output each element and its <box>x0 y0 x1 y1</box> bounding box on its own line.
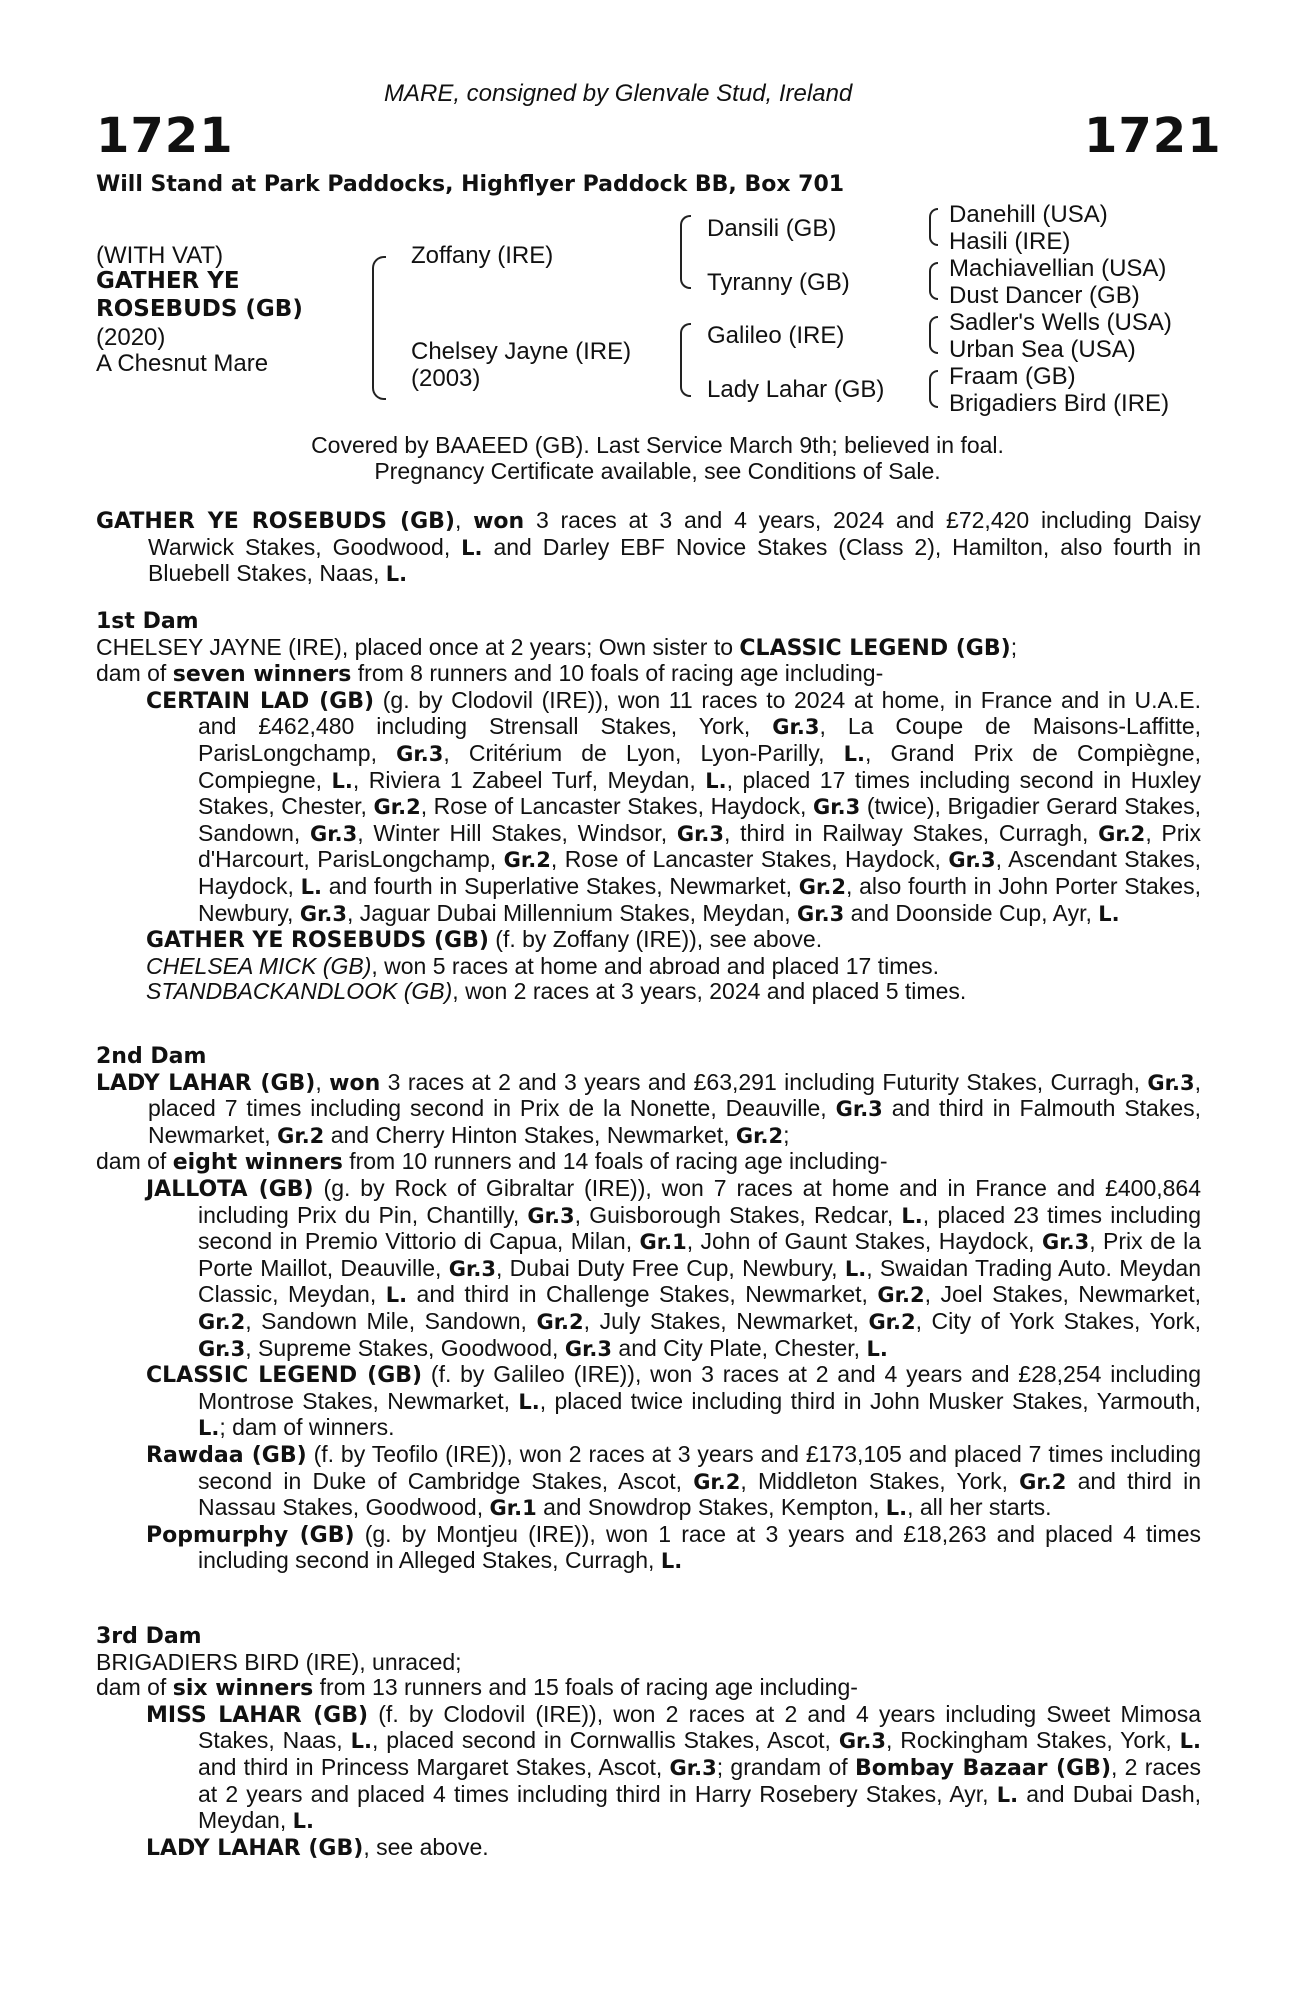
stand-location: Will Stand at Park Paddocks, Highflyer Paddock BB, Box 701 <box>96 172 845 197</box>
produce-rawdaa: Rawdaa (GB) (f. by Teofilo (IRE)), won 2 races at 3 years and £173,105 and placed 7 times including second in Duke of Cambridge Stakes, Ascot, Gr.2, Middleton Stakes, York, Gr.2 and third in Nassau Stakes, Goodwood, Gr.1 and Snowdrop Stakes, Kempton, L., all her starts. <box>146 1440 1201 1521</box>
pedigree-brace-g2 <box>929 262 938 300</box>
pedigree-gg5: Sadler's Wells (USA) <box>949 309 1172 336</box>
produce-standbackandlook: STANDBACKANDLOOK (GB), won 2 races at 3 years, 2024 and placed 5 times. <box>146 978 967 1005</box>
pedigree-sire-sire: Dansili (GB) <box>707 215 837 242</box>
lot-number-left: 1721 <box>96 108 234 164</box>
horse-name-line2: ROSEBUDS (GB) <box>96 296 303 322</box>
produce-chelsea-mick: CHELSEA MICK (GB), won 5 races at home and abroad and placed 17 times. <box>146 952 940 979</box>
pedigree-gg6: Urban Sea (USA) <box>949 336 1136 363</box>
pedigree-gg2: Hasili (IRE) <box>949 228 1071 255</box>
second-dam-heading: 2nd Dam <box>96 1044 207 1069</box>
pedigree-brace-sire <box>680 215 691 289</box>
pedigree-brace-g4 <box>929 370 938 408</box>
pedigree-gg3: Machiavellian (USA) <box>949 255 1167 282</box>
pedigree-dam-dam: Lady Lahar (GB) <box>707 376 885 403</box>
third-dam-section: 3rd Dam BRIGADIERS BIRD (IRE), unraced; dam of six winners from 13 runners and 15 foals of racing age including- MISS LAHAR (GB) (f. by Clodovil (IRE)), won 2 races at 2 and 4 years including Sweet Mimosa Stakes, Naas, L., placed second in Cornwallis Stakes, Ascot, Gr.3, Rockingham Stakes, York, L. and third in Princess Margaret Stakes, Ascot, Gr.3; grandam of Bombay Bazaar (GB), 2 races at 2 years and placed 4 times including third in Harry Rosebery Stakes, Ayr, L. and Dubai Dash, Meydan, L. LADY LAHAR (GB), see above. <box>96 1624 1202 1861</box>
pedigree-dam-year: (2003) <box>411 365 481 392</box>
produce-certain-lad: CERTAIN LAD (GB) (g. by Clodovil (IRE)), won 11 races to 2024 at home, in France and in U.A.E. and £462,480 including Strensall Stakes, York, Gr.3, La Coupe de Maisons-Laffitte, ParisLongchamp, Gr.3, Critérium de Lyon, Lyon-Parilly, L., Grand Prix de Compiègne, Compiegne, L., Riviera 1 Zabeel Turf, Meydan, L., placed 17 times including second in Huxley Stakes, Chester, Gr.2, Rose of Lancaster Stakes, Haydock, Gr.3 (twice), Brigadier Gerard Stakes, Sandown, Gr.3, Winter Hill Stakes, Windsor, Gr.3, third in Railway Stakes, Curragh, Gr.2, Prix d'Harcourt, ParisLongchamp, Gr.2, Rose of Lancaster Stakes, Haydock, Gr.3, Ascendant Stakes, Haydock, L. and fourth in Superlative Stakes, Newmarket, Gr.2, also fourth in John Porter Stakes, Newbury, Gr.3, Jaguar Dubai Millennium Stakes, Meydan, Gr.3 and Doonside Cup, Ayr, L. <box>146 686 1202 926</box>
produce-lady-lahar: LADY LAHAR (GB), see above. <box>146 1833 489 1861</box>
second-dam-record: LADY LAHAR (GB), won 3 races at 2 and 3 years and £63,291 including Futurity Stakes, Curragh, Gr.3, placed 7 times including second in Prix de la Nonette, Deauville, Gr.3 and third in Falmouth Stakes, Newmarket, Gr.2 and Cherry Hinton Stakes, Newmarket, Gr.2; <box>96 1068 1202 1148</box>
produce-miss-lahar: MISS LAHAR (GB) (f. by Clodovil (IRE)), won 2 races at 2 and 4 years including Sweet Mimosa Stakes, Naas, L., placed second in Cornwallis Stakes, Ascot, Gr.3, Rockingham Stakes, York, L. and third in Princess Margaret Stakes, Ascot, Gr.3; grandam of Bombay Bazaar (GB), 2 races at 2 years and placed 4 times including third in Harry Rosebery Stakes, Ayr, L. and Dubai Dash, Meydan, L. <box>146 1700 1202 1834</box>
produce-jallota: JALLOTA (GB) (g. by Rock of Gibraltar (IRE)), won 7 races at home and in France and £400,864 including Prix du Pin, Chantilly, Gr.3, Guisborough Stakes, Redcar, L., placed 23 times including second in Premio Vittorio di Capua, Milan, Gr.1, John of Gaunt Stakes, Haydock, Gr.3, Prix de la Porte Maillot, Deauville, Gr.3, Dubai Duty Free Cup, Newbury, L., Swaidan Trading Auto. Meydan Classic, Meydan, L. and third in Challenge Stakes, Newmarket, Gr.2, Joel Stakes, Newmarket, Gr.2, Sandown Mile, Sandown, Gr.2, July Stakes, Newmarket, Gr.2, City of York Stakes, York, Gr.3, Supreme Stakes, Goodwood, Gr.3 and City Plate, Chester, L. <box>146 1174 1202 1361</box>
pedigree-gg4: Dust Dancer (GB) <box>949 282 1140 309</box>
pedigree-brace-main <box>372 256 386 400</box>
third-dam-heading: 3rd Dam <box>96 1624 202 1649</box>
covered-line1: Covered by BAAEED (GB). Last Service March 9th; believed in foal. <box>311 432 1004 458</box>
horse-name-line1: GATHER YE <box>96 268 240 294</box>
first-dam-heading: 1st Dam <box>96 609 199 634</box>
consignment-line: MARE, consigned by Glenvale Stud, Ireland <box>384 80 853 107</box>
horse-description: A Chesnut Mare <box>96 350 269 377</box>
first-dam-section: 1st Dam CHELSEY JAYNE (IRE), placed once at 2 years; Own sister to CLASSIC LEGEND (GB); dam of seven winners from 8 runners and 10 foals of racing age including- CERTAIN LAD (GB) (g. by Clodovil (IRE)), won 11 races to 2024 at home, in France and in U.A.E. and £462,480 including Strensall Stakes, York, Gr.3, La Coupe de Maisons-Laffitte, ParisLongchamp, Gr.3, Critérium de Lyon, Lyon-Parilly, L., Grand Prix de Compiègne, Compiegne, L., Riviera 1 Zabeel Turf, Meydan, L., placed 17 times including second in Huxley Stakes, Chester, Gr.2, Rose of Lancaster Stakes, Haydock, Gr.3 (twice), Brigadier Gerard Stakes, Sandown, Gr.3, Winter Hill Stakes, Windsor, Gr.3, third in Railway Stakes, Curragh, Gr.2, Prix d'Harcourt, ParisLongchamp, Gr.2, Rose of Lancaster Stakes, Haydock, Gr.3, Ascendant Stakes, Haydock, L. and fourth in Superlative Stakes, Newmarket, Gr.2, also fourth in John Porter Stakes, Newbury, Gr.3, Jaguar Dubai Millennium Stakes, Meydan, Gr.3 and Doonside Cup, Ayr, L. GATHER YE ROSEBUDS (GB) (f. by Zoffany (IRE)), see above. CHELSEA MICK (GB), won 5 races at home and abroad and placed 17 times. STANDBACKANDLOOK (GB), won 2 races at 3 years, 2024 and placed 5 times. <box>96 609 1202 1005</box>
pedigree-sire-dam: Tyranny (GB) <box>707 269 850 296</box>
pedigree-gg8: Brigadiers Bird (IRE) <box>949 390 1170 417</box>
lot-number-right: 1721 <box>1084 108 1222 164</box>
pedigree-dam: Chelsey Jayne (IRE) <box>411 338 632 365</box>
intro-horse-name: GATHER YE ROSEBUDS (GB) <box>96 509 455 534</box>
own-sister-name: CLASSIC LEGEND (GB) <box>739 635 1011 661</box>
pedigree-gg1: Danehill (USA) <box>949 201 1108 228</box>
pedigree-dam-sire: Galileo (IRE) <box>707 322 845 349</box>
pedigree-brace-g3 <box>929 316 938 354</box>
produce-popmurphy: Popmurphy (GB) (g. by Montjeu (IRE)), won 1 race at 3 years and £18,263 and placed 4 times including second in Alleged Stakes, Curragh, L. <box>146 1520 1201 1574</box>
produce-gather-ye-rosebuds: GATHER YE ROSEBUDS (GB) (f. by Zoffany (IRE)), see above. <box>146 926 823 954</box>
covered-line2: Pregnancy Certificate available, see Conditions of Sale. <box>374 458 941 484</box>
pedigree-gg7: Fraam (GB) <box>949 363 1076 390</box>
intro-won: won <box>473 509 525 534</box>
second-dam-section: 2nd Dam LADY LAHAR (GB), won 3 races at 2 and 3 years and £63,291 including Futurity Stakes, Curragh, Gr.3, placed 7 times including second in Prix de la Nonette, Deauville, Gr.3 and third in Falmouth Stakes, Newmarket, Gr.2 and Cherry Hinton Stakes, Newmarket, Gr.2; dam of eight winners from 10 runners and 14 foals of racing age including- JALLOTA (GB) (g. by Rock of Gibraltar (IRE)), won 7 races at home and in France and £400,864 including Prix du Pin, Chantilly, Gr.3, Guisborough Stakes, Redcar, L., placed 23 times including second in Premio Vittorio di Capua, Milan, Gr.1, John of Gaunt Stakes, Haydock, Gr.3, Prix de la Porte Maillot, Deauville, Gr.3, Dubai Duty Free Cup, Newbury, L., Swaidan Trading Auto. Meydan Classic, Meydan, L. and third in Challenge Stakes, Newmarket, Gr.2, Joel Stakes, Newmarket, Gr.2, Sandown Mile, Sandown, Gr.2, July Stakes, Newmarket, Gr.2, City of York Stakes, York, Gr.3, Supreme Stakes, Goodwood, Gr.3 and City Plate, Chester, L. CLASSIC LEGEND (GB) (f. by Galileo (IRE)), won 3 races at 2 and 4 years and £28,254 including Montrose Stakes, Newmarket, L., placed twice including third in John Musker Stakes, Yarmouth, L.; dam of winners. Rawdaa (GB) (f. by Teofilo (IRE)), won 2 races at 3 years and £173,105 and placed 7 times including second in Duke of Cambridge Stakes, Ascot, Gr.2, Middleton Stakes, York, Gr.2 and third in Nassau Stakes, Goodwood, Gr.1 and Snowdrop Stakes, Kempton, L., all her starts. Popmurphy (GB) (g. by Montjeu (IRE)), won 1 race at 3 years and £18,263 and placed 4 times including second in Alleged Stakes, Curragh, L. <box>96 1044 1202 1574</box>
intro-paragraph: GATHER YE ROSEBUDS (GB), won 3 races at 3 and 4 years, 2024 and £72,420 including Daisy Warwick Stakes, Goodwood, L. and Darley EBF Novice Stakes (Class 2), Hamilton, also fourth in Bluebell Stakes, Naas, L. <box>96 507 1202 587</box>
pedigree-sire: Zoffany (IRE) <box>411 242 554 269</box>
pedigree-brace-g1 <box>929 208 938 246</box>
produce-classic-legend: CLASSIC LEGEND (GB) (f. by Galileo (IRE)), won 3 races at 2 and 4 years and £28,254 including Montrose Stakes, Newmarket, L., placed twice including third in John Musker Stakes, Yarmouth, L.; dam of winners. <box>146 1361 1201 1441</box>
horse-year: (2020) <box>96 324 166 351</box>
vat-label: (WITH VAT) <box>96 242 224 269</box>
pedigree-brace-dam <box>680 323 691 397</box>
